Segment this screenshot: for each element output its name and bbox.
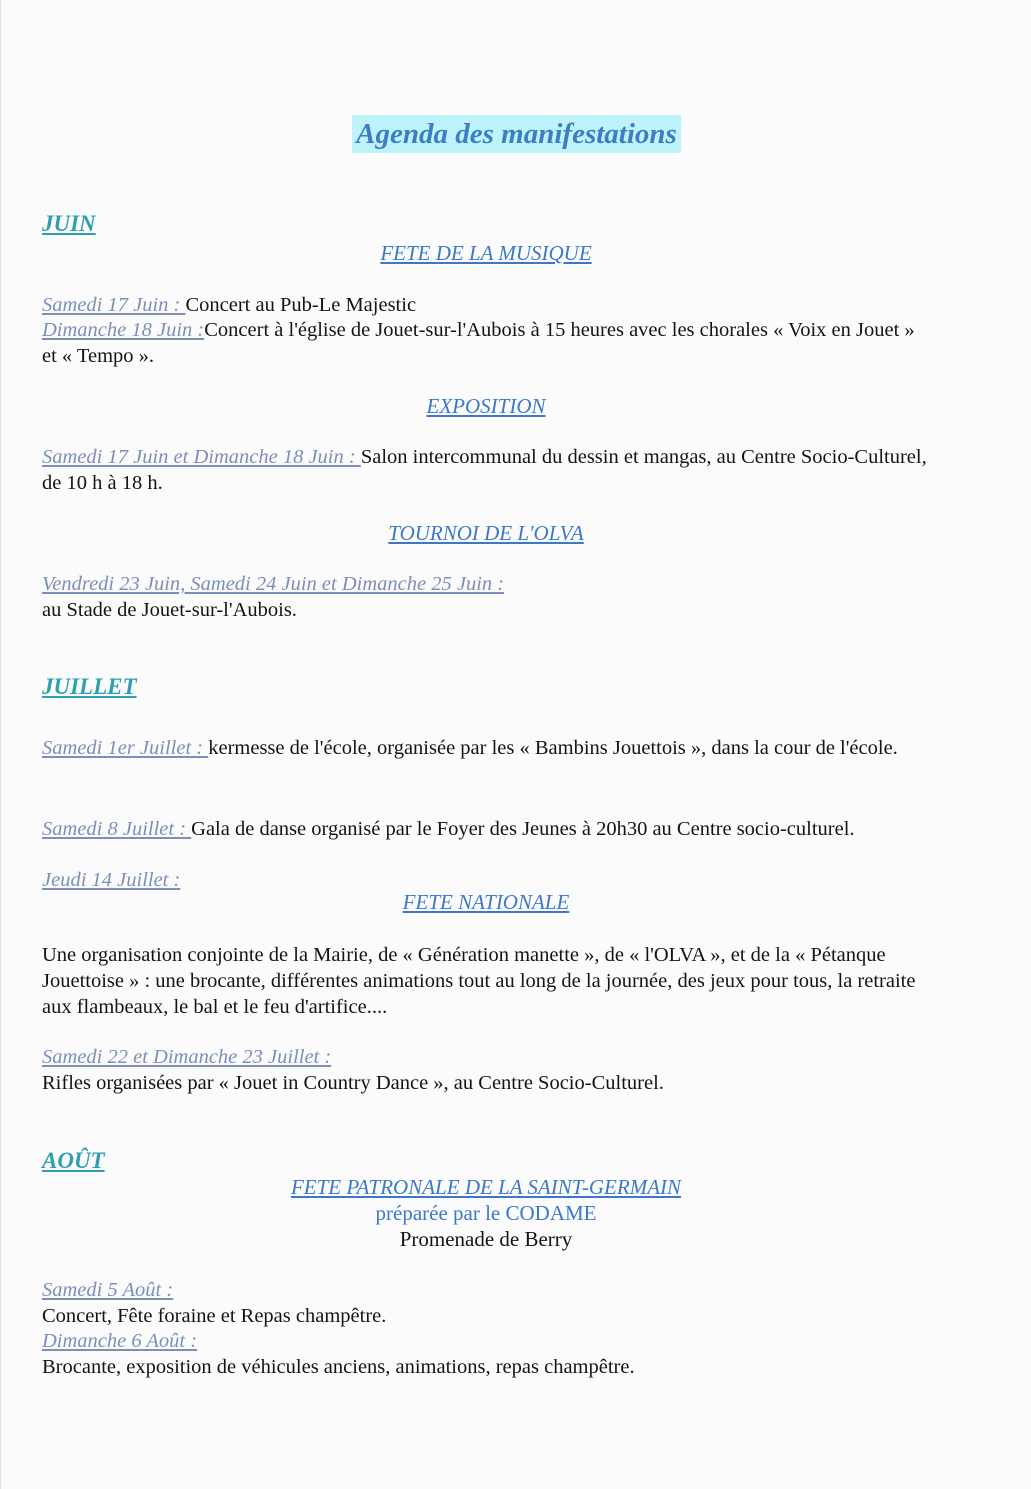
patronale-subtitle: préparée par le CODAME <box>375 1201 597 1225</box>
event-date: Samedi 8 Juillet : <box>42 818 192 840</box>
event-date: Dimanche 6 Août : <box>42 1330 198 1352</box>
event-text: Concert au Pub-Le Majestic <box>185 294 417 316</box>
event-date: Dimanche 18 Juin : <box>42 319 205 341</box>
section-fete-nationale: FETE NATIONALE <box>402 890 570 914</box>
event-date: Samedi 17 Juin et Dimanche 18 Juin : <box>42 446 361 468</box>
event-exposition <box>42 444 932 496</box>
month-heading-juin: JUIN <box>42 211 96 236</box>
event-samedi-5-aout <box>42 1277 932 1329</box>
month-heading-juillet: JUILLET <box>42 674 137 699</box>
month-heading-aout: AOÛT <box>42 1148 105 1173</box>
event-text: au Stade de Jouet-sur-l'Aubois. <box>42 599 297 621</box>
event-text: Concert, Fête foraine et Repas champêtre. <box>42 1305 387 1327</box>
title-wrap <box>1 115 1031 153</box>
event-date: Jeudi 14 Juillet : <box>42 869 181 891</box>
event-nationale-text: Une organisation conjointe de la Mairie, de « Génération manette », de « l'OLVA », et de la « Pétanque Jouettoise » : une brocante, différentes animations tout au long de la journée, des jeux pour tous, la retraite aux flambeaux, le bal et le feu d'artifice.... <box>42 944 916 1018</box>
event-text: Rifles organisées par « Jouet in Country Dance », au Centre Socio-Culturel. <box>42 1072 664 1094</box>
event-gala <box>42 816 942 842</box>
event-musique-1 <box>42 292 932 318</box>
section-fete-musique: FETE DE LA MUSIQUE <box>380 241 592 265</box>
event-text: Gala de danse organisé par le Foyer des Jeunes à 20h30 au Centre socio-culturel. <box>191 818 855 840</box>
event-date: Samedi 5 Août : <box>42 1279 174 1301</box>
event-rifles <box>42 1044 932 1096</box>
event-text: Salon intercommunal du dessin et mangas, au Centre Socio-Culturel, de 10 h à 18 h. <box>42 446 927 494</box>
event-tournoi <box>42 571 932 623</box>
event-text: kermesse de l'école, organisée par les « Bambins Jouettois », dans la cour de l'école. <box>208 737 898 759</box>
event-date: Vendredi 23 Juin, Samedi 24 Juin et Dimanche 25 Juin : <box>42 573 505 595</box>
event-text: Brocante, exposition de véhicules anciens, animations, repas champêtre. <box>42 1356 635 1378</box>
section-fete-patronale: FETE PATRONALE DE LA SAINT-GERMAIN <box>290 1175 682 1199</box>
section-tournoi: TOURNOI DE L'OLVA <box>388 521 584 545</box>
event-dimanche-6-aout <box>42 1328 932 1380</box>
section-exposition: EXPOSITION <box>426 394 546 418</box>
patronale-place: Promenade de Berry <box>399 1227 573 1251</box>
page-title: Agenda des manifestations <box>352 115 681 153</box>
event-date: Samedi 17 Juin : <box>42 294 186 316</box>
event-musique-2 <box>42 317 932 369</box>
event-date: Samedi 1er Juillet : <box>42 737 209 759</box>
event-date: Samedi 22 et Dimanche 23 Juillet : <box>42 1046 332 1068</box>
event-kermesse <box>42 735 932 761</box>
event-text: Concert à l'église de Jouet-sur-l'Aubois à 15 heures avec les chorales « Voix en Jouet » et « Tempo ». <box>42 319 915 367</box>
